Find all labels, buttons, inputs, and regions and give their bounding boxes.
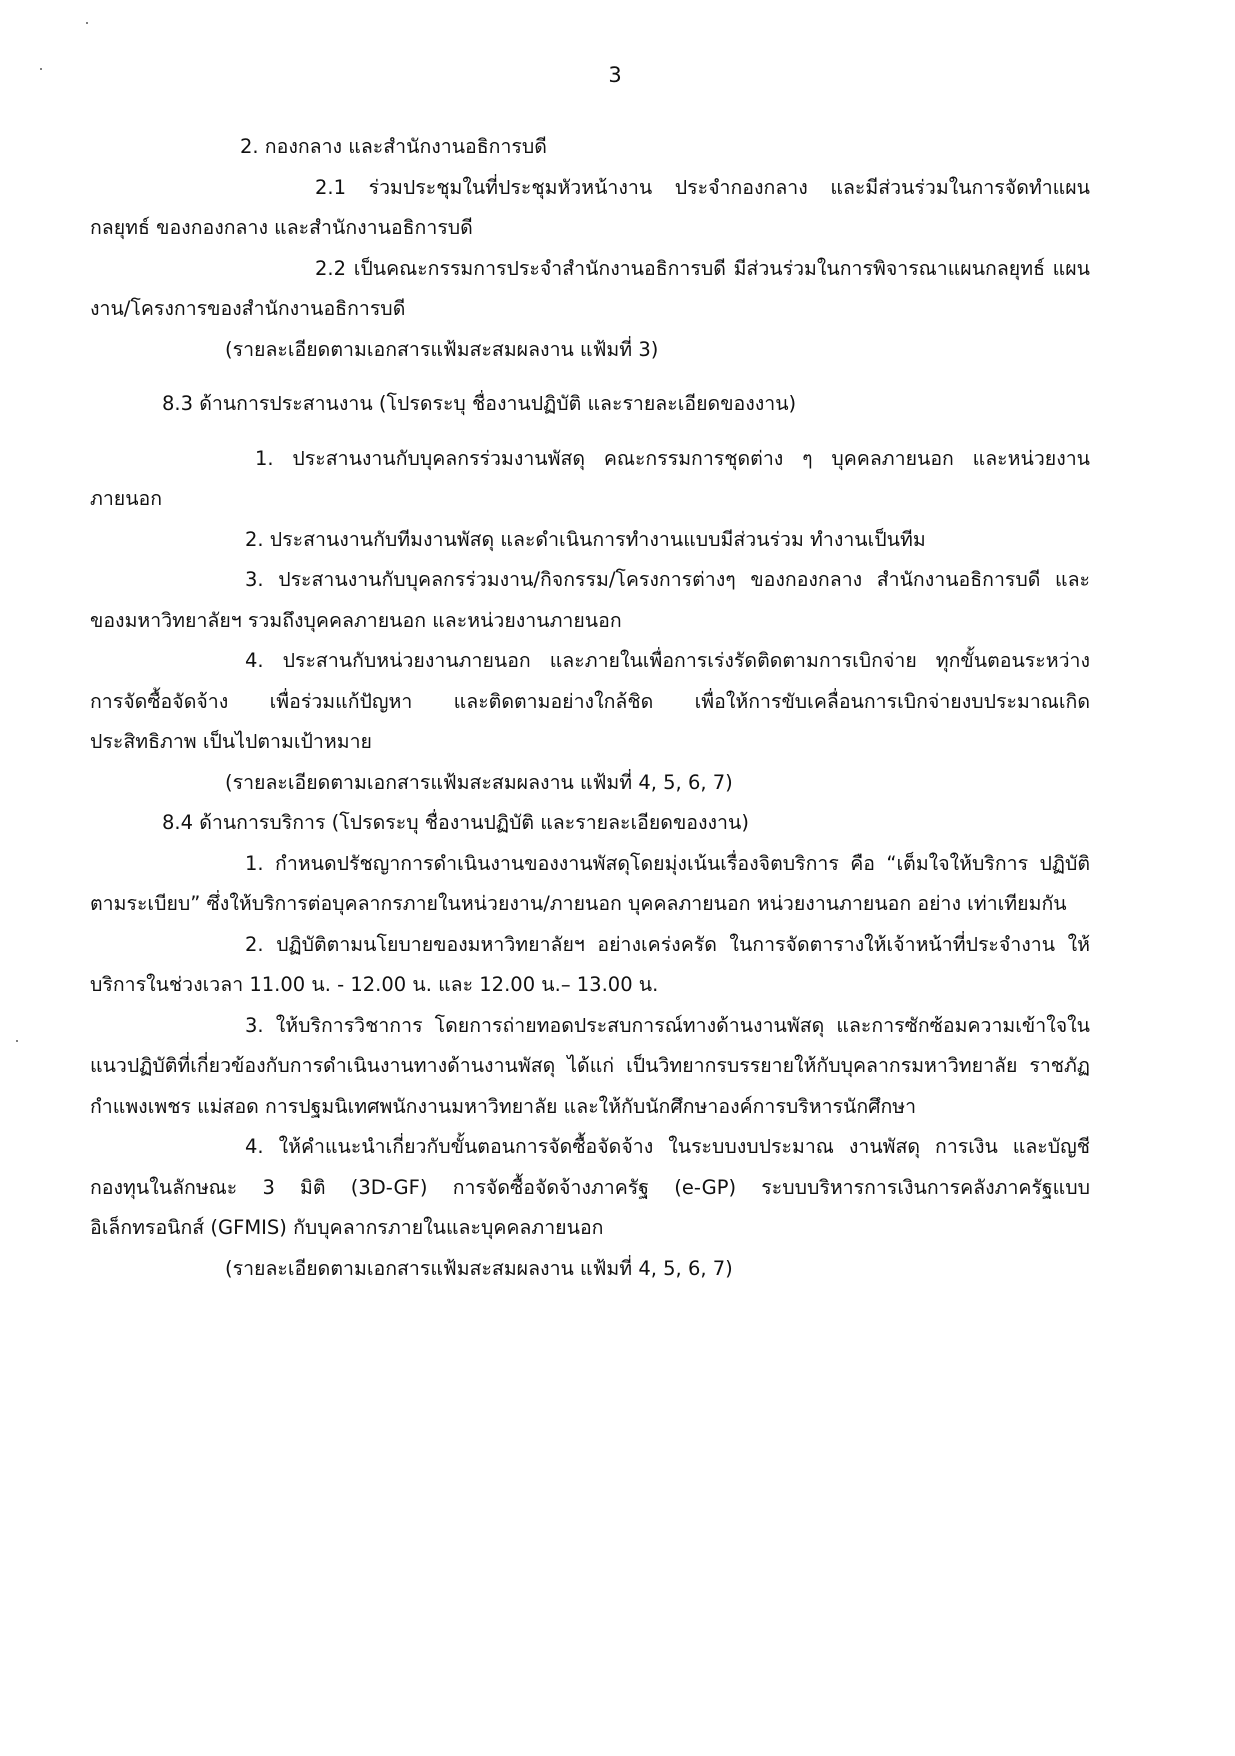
document-body — [90, 127, 1090, 1289]
service-item-2: 2. ปฏิบัติตามนโยบายของมหาวิทยาลัยฯ อย่างเคร่งครัด ในการจัดตารางให้เจ้าหน้าที่ประจำงาน ให้บริการในช่วงเวลา 11.00 น. - 12.00 น. และ 12.00 น.– 13.00 น. — [90, 932, 1090, 996]
service-item-3: 3. ให้บริการวิชาการ โดยการถ่ายทอดประสบการณ์ทางด้านงานพัสดุ และการซักซ้อมความเข้าใจใน แนวปฏิบัติที่เกี่ยวข้องกับการดำเนินงานทางด้านงานพัสดุ ได้แก่ เป็นวิทยากรบรรยายให้กับบุคลากรมหาวิทยาลัย ราชภัฏกำแพงเพชร แม่สอด การปฐมนิเทศพนักงานมหาวิทยาลัย และให้กับนักศึกษาองค์การบริหารนักศึกษา — [90, 1013, 1090, 1118]
coordination-item-4: 4. ประสานกับหน่วยงานภายนอก และภายในเพื่อการเร่งรัดติดตามการเบิกจ่าย ทุกขั้นตอนระหว่าง การจัดซื้อจัดจ้าง เพื่อร่วมแก้ปัญหา และติดตามอย่างใกล้ชิด เพื่อให้การขับเคลื่อนการเบิกจ่ายงบประมาณเกิด ประสิทธิภาพ เป็นไปตามเป้าหมาย — [90, 649, 1090, 753]
service-item-1: 1. กำหนดปรัชญาการดำเนินงานของงานพัสดุโดยมุ่งเน้นเรื่องจิตบริการ คือ “เต็มใจให้บริการ ปฏิบัติตามระเบียบ” ซึ่งให้บริการต่อบุคลากรภายในหน่วยงาน/ภายนอก บุคคลภายนอก หน่วยงานภายนอก อย่าง เท่าเทียมกัน — [90, 851, 1090, 915]
section-heading-8-4: 8.4 ด้านการบริการ (โปรดระบุ ชื่องานปฏิบัติ และรายละเอียดของงาน) — [162, 811, 749, 834]
item-2-1: 2.1 ร่วมประชุมในที่ประชุมหัวหน้างาน ประจำกองกลาง และมีส่วนร่วมในการจัดทำแผนกลยุทธ์ ของกองกลาง และสำนักงานอธิการบดี — [90, 175, 1090, 239]
coordination-item-2: 2. ประสานงานกับทีมงานพัสดุ และดำเนินการทำงานแบบมีส่วนร่วม ทำงานเป็นทีม — [245, 527, 926, 551]
reference-note: (รายละเอียดตามเอกสารแฟ้มสะสมผลงาน แฟ้มที่ 4, 5, 6, 7) — [225, 1256, 733, 1280]
scan-speck — [40, 68, 42, 70]
page-number: 3 — [608, 63, 622, 87]
scan-speck — [16, 1040, 18, 1042]
reference-note: (รายละเอียดตามเอกสารแฟ้มสะสมผลงาน แฟ้มที่ 3) — [225, 337, 659, 361]
heading-central-division: 2. กองกลาง และสำนักงานอธิการบดี — [240, 135, 547, 158]
coordination-item-1: 1. ประสานงานกับบุคลกรร่วมงานพัสดุ คณะกรรมการชุดต่าง ๆ บุคคลภายนอก และหน่วยงาน ภายนอก — [90, 446, 1090, 510]
reference-note: (รายละเอียดตามเอกสารแฟ้มสะสมผลงาน แฟ้มที่ 4, 5, 6, 7) — [225, 770, 733, 794]
section-heading-8-3: 8.3 ด้านการประสานงาน (โปรดระบุ ชื่องานปฏิบัติ และรายละเอียดของงาน) — [162, 392, 797, 415]
item-2-2: 2.2 เป็นคณะกรรมการประจำสำนักงานอธิการบดี มีส่วนร่วมในการพิจารณาแผนกลยุทธ์ แผนงาน/โครงการของสำนักงานอธิการบดี — [90, 256, 1090, 320]
scan-speck — [86, 22, 88, 24]
service-item-4: 4. ให้คำแนะนำเกี่ยวกับขั้นตอนการจัดซื้อจัดจ้าง ในระบบงบประมาณ งานพัสดุ การเงิน และบัญชี กองทุนในลักษณะ 3 มิติ (3D-GF) การจัดซื้อจัดจ้างภาครัฐ (e-GP) ระบบบริหารการเงินการคลังภาครัฐแบบ อิเล็กทรอนิกส์ (GFMIS) กับบุคลากรภายในและบุคคลภายนอก — [90, 1135, 1090, 1239]
coordination-item-3: 3. ประสานงานกับบุคลกรร่วมงาน/กิจกรรม/โครงการต่างๆ ของกองกลาง สำนักงานอธิการบดี และ ของมหาวิทยาลัยฯ รวมถึงบุคคลภายนอก และหน่วยงานภายนอก — [90, 568, 1090, 632]
